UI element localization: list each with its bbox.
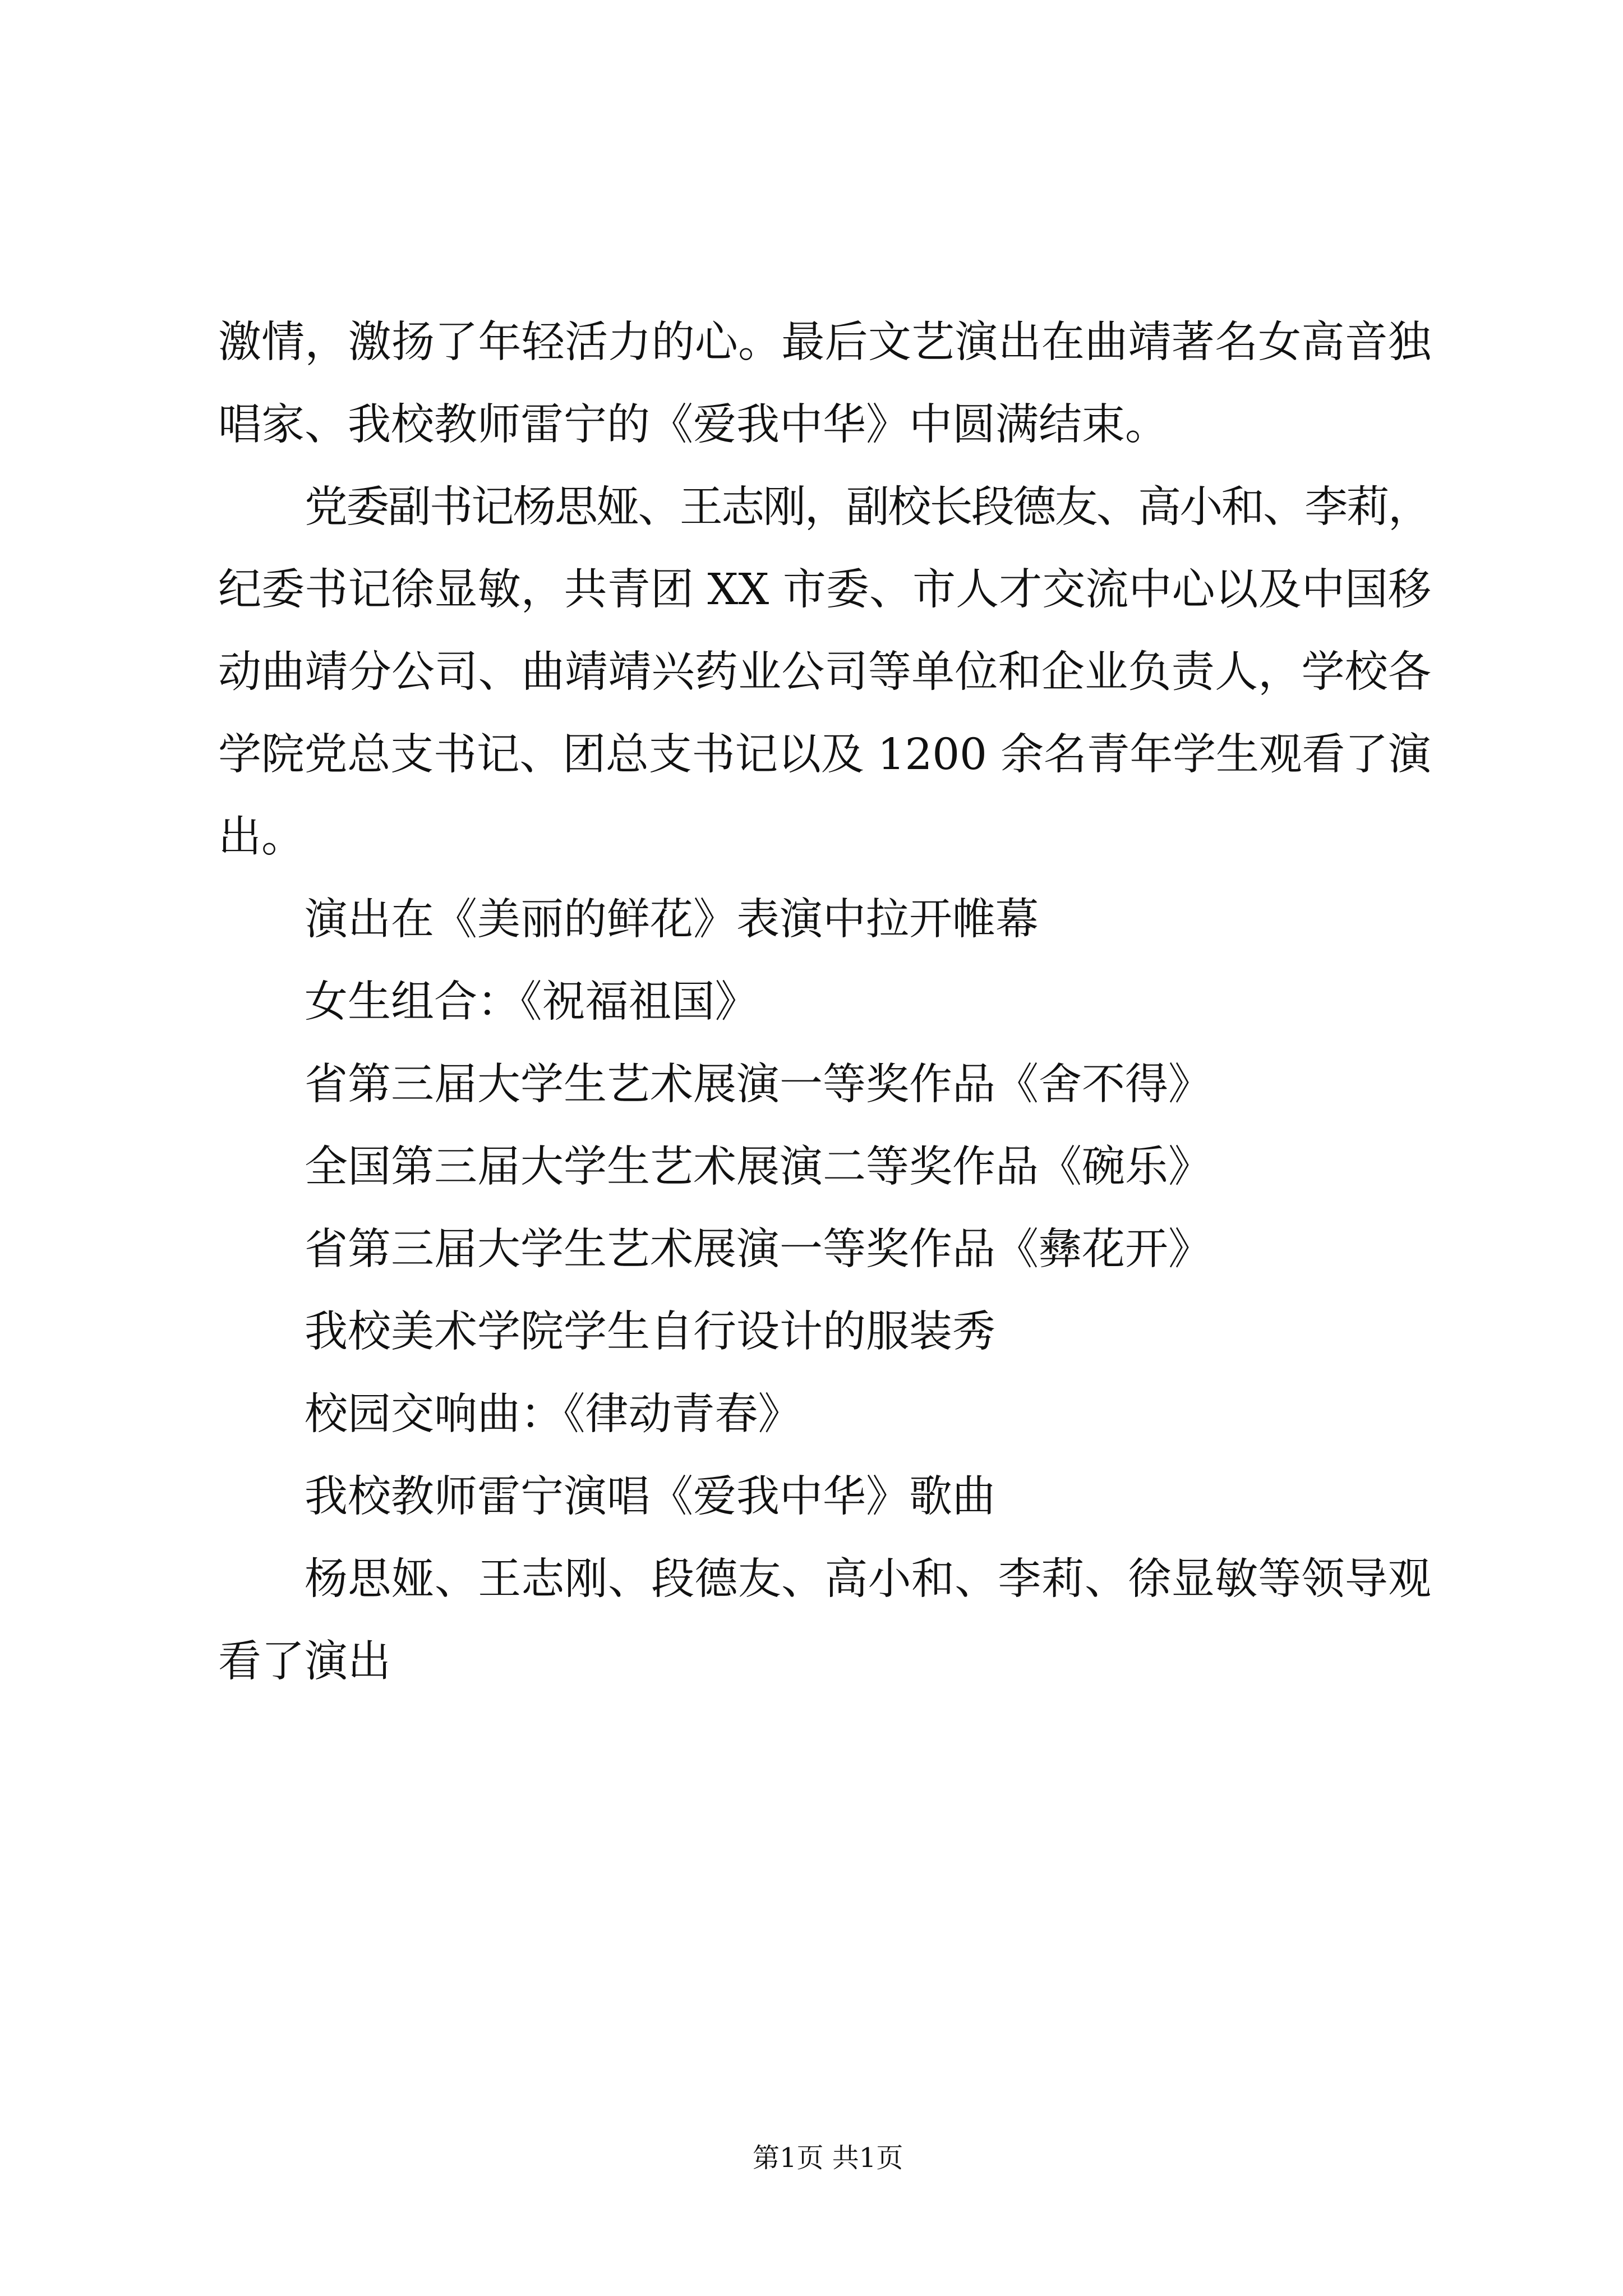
text-line-content: 唱家、我校教师雷宁的《爱我中华》中圆满结束。: [218, 400, 1168, 450]
text-line: [218, 1043, 1431, 1126]
paragraph: [218, 1126, 1431, 1208]
text-line: [218, 1456, 1431, 1538]
text-line: [218, 384, 1431, 466]
paragraph: [218, 878, 1431, 961]
text-line: [218, 549, 1431, 631]
text-line: [218, 466, 1431, 549]
page-footer: 第1页 共1页: [753, 2142, 903, 2174]
text-line-content: 我校教师雷宁演唱《爱我中华》歌曲: [305, 1472, 995, 1522]
text-line: [218, 1538, 1431, 1621]
text-line-content: 激情，激扬了年轻活力的心。最后文艺演出在曲靖著名女高音独: [218, 318, 1431, 367]
paragraph: [218, 1043, 1431, 1126]
paragraph: [218, 1291, 1431, 1373]
paragraph: [218, 961, 1431, 1043]
body-text: [218, 301, 1431, 1703]
text-line: [218, 796, 1431, 878]
text-line-content: 省第三届大学生艺术展演一等奖作品《彝花开》: [305, 1225, 1211, 1274]
text-line-content: 校园交响曲：《律动青春》: [305, 1389, 801, 1439]
text-line: [218, 1208, 1431, 1291]
text-line: [218, 1126, 1431, 1208]
text-line-content: 出。: [218, 812, 305, 862]
paragraph: [218, 1456, 1431, 1538]
text-line-content: 党委副书记杨思娅、王志刚，副校长段德友、高小和、李莉，: [305, 482, 1430, 532]
text-line-content: 我校美术学院学生自行设计的服装秀: [305, 1307, 995, 1357]
text-line: [218, 961, 1431, 1043]
text-line: [218, 1373, 1431, 1456]
text-line-content: 纪委书记徐显敏，共青团 XX 市委、市人才交流中心以及中国移: [218, 565, 1431, 615]
text-line: [218, 1621, 1431, 1703]
text-line-content: 看了演出: [218, 1637, 391, 1687]
text-line-content: 动曲靖分公司、曲靖靖兴药业公司等单位和企业负责人，学校各: [218, 647, 1431, 697]
text-line: [218, 1291, 1431, 1373]
text-line-content: 全国第三届大学生艺术展演二等奖作品《碗乐》: [305, 1142, 1211, 1192]
text-line-content: 演出在《美丽的鲜花》表演中拉开帷幕: [305, 895, 1039, 945]
text-line-content: 学院党总支书记、团总支书记以及 1200 余名青年学生观看了演: [218, 730, 1431, 780]
paragraph: [218, 466, 1431, 878]
text-line: [218, 301, 1431, 384]
paragraph: [218, 1538, 1431, 1703]
text-line-content: 杨思娅、王志刚、段德友、高小和、李莉、徐显敏等领导观: [305, 1554, 1431, 1604]
text-line-content: 女生组合：《祝福祖国》: [305, 977, 758, 1027]
paragraph: [218, 1373, 1431, 1456]
paragraph: [218, 1208, 1431, 1291]
paragraph: [218, 301, 1431, 466]
text-line: [218, 878, 1431, 961]
text-line: [218, 714, 1431, 796]
text-line: [218, 631, 1431, 714]
text-line-content: 省第三届大学生艺术展演一等奖作品《舍不得》: [305, 1060, 1211, 1110]
